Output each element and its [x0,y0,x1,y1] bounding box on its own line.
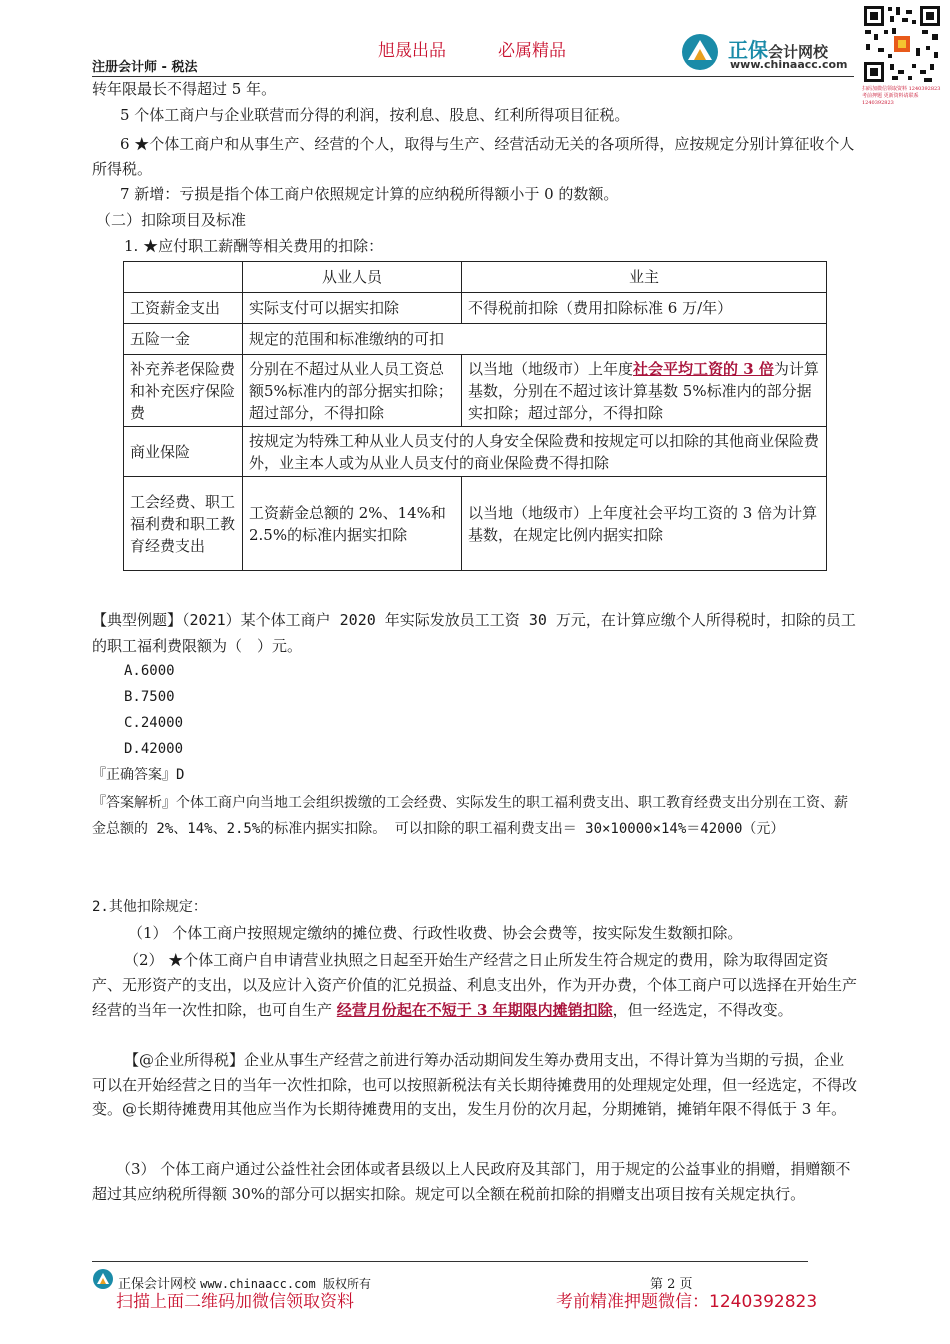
option-b: B.7500 [124,689,175,705]
subsection-1: 1. ★应付职工薪酬等相关费用的扣除： [124,237,384,255]
table-cell: 按规定为特殊工种从业人员支付的人身安全保险费和按规定可以扣除的其他商业保险费外，业主本人或为从业人员支付的商业保险费不得扣除 [243,427,827,477]
promo-left: 扫描上面二维码加微信领取资料 [116,1292,354,1312]
option-d: D.42000 [124,741,184,757]
table-cell: 不得税前扣除（费用扣除标准 6 万/年） [462,293,827,324]
table-cell [124,262,243,293]
promo-right: 考前精准押题微信：1240392823 [556,1292,818,1312]
table-cell: 以当地（地级市）上年度社会平均工资的 3 倍为计算基数，分别在不超过该计算基数 5%标准内的部分据实扣除；超过部分，不得扣除 [462,355,827,427]
line-continuation: 转年限最长不得超过 5 年。 [92,80,277,98]
header-slogan-2: 必属精品 [498,41,566,61]
table-row [124,477,827,571]
table-cell: 商业保险 [124,427,243,477]
table-row [124,293,827,324]
option-c: C.24000 [124,715,184,731]
answer-analysis: 『答案解析』个体工商户向当地工会组织拨缴的工会经费、实际发生的职工福利费支出、职工教育经费支出分别在工资、薪金总额的 2%、14%、2.5%的标准内据实扣除。 可以扣除的职工福利费支出＝ 30×10000×14%＝42000（元） [92,795,848,837]
table-cell: 工资薪金支出 [124,293,243,324]
table-cell: 五险一金 [124,324,243,355]
table-row [124,355,827,427]
brand-url: www.chinaacc.com [730,58,848,71]
table-header-row [124,262,827,293]
item-7: 7 新增：亏损是指个体工商户依照规定计算的应纳税所得额小于 0 的数额。 [120,185,619,203]
table-cell: 规定的范围和标准缴纳的可扣 [243,324,827,355]
footer-logo-icon [92,1268,114,1290]
option-a: A.6000 [124,663,175,679]
table-cell: 实际支付可以据实扣除 [243,293,462,324]
table-header-staff: 从业人员 [243,262,462,293]
table-cell: 工会经费、职工福利费和职工教育经费支出 [124,477,243,571]
brand-name: 正保会计网校 [728,38,829,62]
chinaacc-logo-icon [678,32,726,72]
table-header-owner: 业主 [462,262,827,293]
section-deductions: （二）扣除项目及标准 [96,211,247,229]
table-cell: 补充养老保险费和补充医疗保险费 [124,355,243,427]
item-5: 5 个体工商户与企业联营而分得的利润，按利息、股息、红利所得项目征税。 [120,106,630,124]
wechat-qr-code [862,4,942,84]
table-cell: 以当地（地级市）上年度社会平均工资的 3 倍为计算基数，在规定比例内据实扣除 [462,477,827,571]
page-number: 第 2 页 [650,1277,693,1292]
footer-divider [92,1261,808,1262]
emphasis-text: 社会平均工资的 3 倍 [633,359,774,378]
other-deduction-1: （1） 个体工商户按照规定缴纳的摊位费、行政性收费、协会会费等，按实际发生数额扣除。 [128,924,743,942]
table-row [124,324,827,355]
other-deduction-3: （3） 个体工商户通过公益性社会团体或者县级以上人民政府及其部门，用于规定的公益事业的捐赠，捐赠额不超过其应纳税所得额 30%的部分可以据实扣除。规定可以全额在税前扣除的捐赠支出项目按有关规定执行。 [92,1160,851,1203]
qr-caption: 扫码加微信领取资料 1240392823 考前押题 更新资料请联系 1240392823 [862,86,941,106]
deduction-table [123,261,827,571]
table-cell: 工资薪金总额的 2%、14%和 2.5%的标准内据实扣除 [243,477,462,571]
correct-answer: 『正确答案』D [92,767,185,783]
corporate-tax-note: 【@企业所得税】企业从事生产经营之前进行筹办活动期间发生筹办费用支出，不得计算为当期的亏损，企业可以在开始经营之日的当年一次性扣除，也可以按照新税法有关长期待摊费用的处理规定处理，但一经选定，不得改变。@长期待摊费用其他应当作为长期待摊费用的支出，发生月份的次月起，分期摊销，摊销年限不得低于 3 年。 [92,1051,858,1118]
header-slogan-1: 旭晟出品 [378,41,446,61]
header-divider [92,76,854,77]
example-question: 【典型例题】（2021）某个体工商户 2020 年实际发放员工工资 30 万元，在计算应缴个人所得税时，扣除的员工的职工福利费限额为（ ）元。 [92,611,856,655]
footer-copyright: 正保会计网校 www.chinaacc.com 版权所有 [118,1277,371,1292]
emphasis-text: 经营月份起在不短于 3 年期限内摊销扣除 [336,1001,613,1019]
table-cell: 分别在不超过从业人员工资总额5%标准内的部分据实扣除；超过部分，不得扣除 [243,355,462,427]
other-deductions-title: 2.其他扣除规定： [92,899,207,915]
section-title: 注册会计师 - 税法 [92,60,198,75]
table-row [124,427,827,477]
item-6: 6 ★个体工商户和从事生产、经营的个人，取得与生产、经营活动无关的各项所得，应按规定分别计算征收个人所得税。 [92,135,855,178]
other-deduction-2: （2） ★个体工商户自申请营业执照之日起至开始生产经营之日止所发生符合规定的费用，除为取得固定资产、无形资产的支出，以及应计入资产价值的汇兑损益、利息支出外，作为开办费，个体工商户可以选择在开始生产经营的当年一次性扣除，也可自生产 经营月份起在不短于 3 年期限内摊销扣除，但一经选定，不得改变。 [92,951,858,1019]
